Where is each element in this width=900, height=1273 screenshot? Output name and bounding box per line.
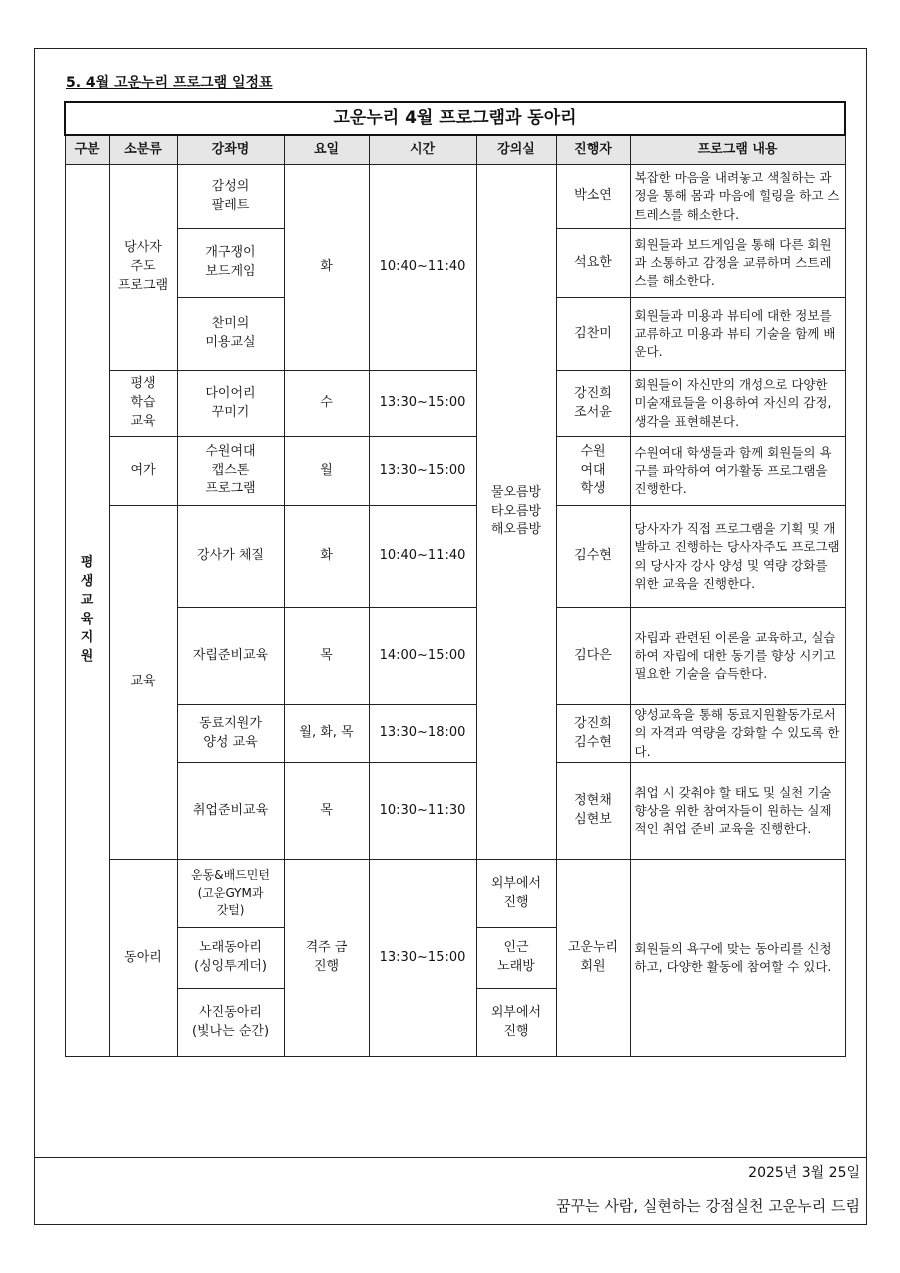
subcategory-cell: 평생 학습 교육 — [109, 371, 177, 437]
day-cell: 목 — [284, 608, 369, 705]
subcategory-cell: 당사자 주도 프로그램 — [109, 165, 177, 371]
description-cell: 회원들과 보드게임을 통해 다른 회원과 소통하고 감정을 교류하며 스트레스를 해소한다. — [630, 229, 845, 298]
description-cell: 회원들의 욕구에 맞는 동아리를 신청하고, 다양한 활동에 참여할 수 있다. — [630, 860, 845, 1057]
day-cell: 수 — [284, 371, 369, 437]
leader-cell: 김찬미 — [556, 298, 630, 371]
description-cell: 회원들과 미용과 뷰티에 대한 정보를 교류하고 미용과 뷰티 기술을 함께 배운다. — [630, 298, 845, 371]
day-cell: 월 — [284, 437, 369, 506]
leader-cell: 강진희 김수현 — [556, 705, 630, 763]
room-cell: 외부에서 진행 — [476, 989, 556, 1057]
description-cell: 수원여대 학생들과 함께 회원들의 욕구를 파악하여 여가활동 프로그램을 진행한다. — [630, 437, 845, 506]
course-name: 감성의 팔레트 — [177, 165, 284, 229]
document-date: 2025년 3월 25일 — [748, 1165, 860, 1181]
section-heading: 5. 4월 고운누리 프로그램 일정표 — [66, 75, 273, 91]
leader-cell: 수원 여대 학생 — [556, 437, 630, 506]
time-cell: 13:30~15:00 — [369, 371, 476, 437]
subcategory-cell: 동아리 — [109, 860, 177, 1057]
time-cell: 10:40~11:40 — [369, 506, 476, 608]
time-cell: 10:30~11:30 — [369, 763, 476, 860]
day-cell: 화 — [284, 506, 369, 608]
course-name: 동료지원가 양성 교육 — [177, 705, 284, 763]
header-cell: 진행자 — [556, 135, 630, 165]
header-row — [65, 135, 845, 165]
club-name: 노래동아리 (싱잉투게더) — [177, 928, 284, 989]
day-cell: 격주 금 진행 — [284, 860, 369, 1057]
schedule-table — [64, 101, 846, 1057]
leader-cell: 김다은 — [556, 608, 630, 705]
header-cell: 강좌명 — [177, 135, 284, 165]
day-cell: 화 — [284, 165, 369, 371]
course-name: 취업준비교육 — [177, 763, 284, 860]
room-cell: 물오름방 타오름방 해오름방 — [476, 165, 556, 860]
header-cell: 시간 — [369, 135, 476, 165]
table-title: 고운누리 4월 프로그램과 동아리 — [65, 102, 845, 135]
subcategory-cell: 여가 — [109, 437, 177, 506]
description-cell: 복잡한 마음을 내려놓고 색칠하는 과정을 통해 몸과 마음에 힐링을 하고 스트레스를 해소한다. — [630, 165, 845, 229]
course-name: 강사가 체질 — [177, 506, 284, 608]
course-name: 다이어리 꾸미기 — [177, 371, 284, 437]
category-cell: 평 생 교 육 지 원 — [65, 165, 109, 1057]
day-cell: 월, 화, 목 — [284, 705, 369, 763]
description-cell: 양성교육을 통해 동료지원활동가로서의 자격과 역량을 강화할 수 있도록 한다. — [630, 705, 845, 763]
day-cell: 목 — [284, 763, 369, 860]
leader-cell: 고운누리 회원 — [556, 860, 630, 1057]
room-cell: 외부에서 진행 — [476, 860, 556, 928]
room-cell: 인근 노래방 — [476, 928, 556, 989]
club-name: 사진동아리 (빛나는 순간) — [177, 989, 284, 1057]
time-cell: 13:30~18:00 — [369, 705, 476, 763]
time-cell: 13:30~15:00 — [369, 437, 476, 506]
leader-cell: 정현채 심현보 — [556, 763, 630, 860]
course-name: 수원여대 캡스톤 프로그램 — [177, 437, 284, 506]
header-cell: 강의실 — [476, 135, 556, 165]
description-cell: 당사자가 직접 프로그램을 기획 및 개발하고 진행하는 당사자주도 프로그램의 당사자 강사 양성 및 역량 강화를 위한 교육을 진행한다. — [630, 506, 845, 608]
header-cell: 구분 — [65, 135, 109, 165]
time-cell: 13:30~15:00 — [369, 860, 476, 1057]
description-cell: 자립과 관련된 이론을 교육하고, 실습하여 자립에 대한 동기를 향상 시키고 필요한 기술을 습득한다. — [630, 608, 845, 705]
table-row — [65, 705, 845, 763]
table-row — [65, 437, 845, 506]
club-name: 운동&배드민턴 (고운GYM과 갓털) — [177, 860, 284, 928]
description-cell: 회원들이 자신만의 개성으로 다양한 미술재료들을 이용하여 자신의 감정, 생각을 표현해본다. — [630, 371, 845, 437]
leader-cell: 강진희 조서윤 — [556, 371, 630, 437]
header-cell: 요일 — [284, 135, 369, 165]
leader-cell: 석요한 — [556, 229, 630, 298]
table-row — [65, 608, 845, 705]
course-name: 찬미의 미용교실 — [177, 298, 284, 371]
leader-cell: 김수현 — [556, 506, 630, 608]
table-row — [65, 763, 845, 860]
signature: 꿈꾸는 사람, 실현하는 강점실천 고운누리 드림 — [556, 1197, 860, 1215]
leader-cell: 박소연 — [556, 165, 630, 229]
table-row — [65, 165, 845, 229]
table-row — [65, 860, 845, 928]
course-name: 개구쟁이 보드게임 — [177, 229, 284, 298]
description-cell: 취업 시 갖춰야 할 태도 및 실천 기술 향상을 위한 참여자들이 원하는 실제적인 취업 준비 교육을 진행한다. — [630, 763, 845, 860]
table-row — [65, 371, 845, 437]
course-name: 자립준비교육 — [177, 608, 284, 705]
header-cell: 소분류 — [109, 135, 177, 165]
table-row — [65, 506, 845, 608]
time-cell: 10:40~11:40 — [369, 165, 476, 371]
footer-divider — [34, 1157, 867, 1158]
subcategory-cell: 교육 — [109, 506, 177, 860]
time-cell: 14:00~15:00 — [369, 608, 476, 705]
header-cell: 프로그램 내용 — [630, 135, 845, 165]
